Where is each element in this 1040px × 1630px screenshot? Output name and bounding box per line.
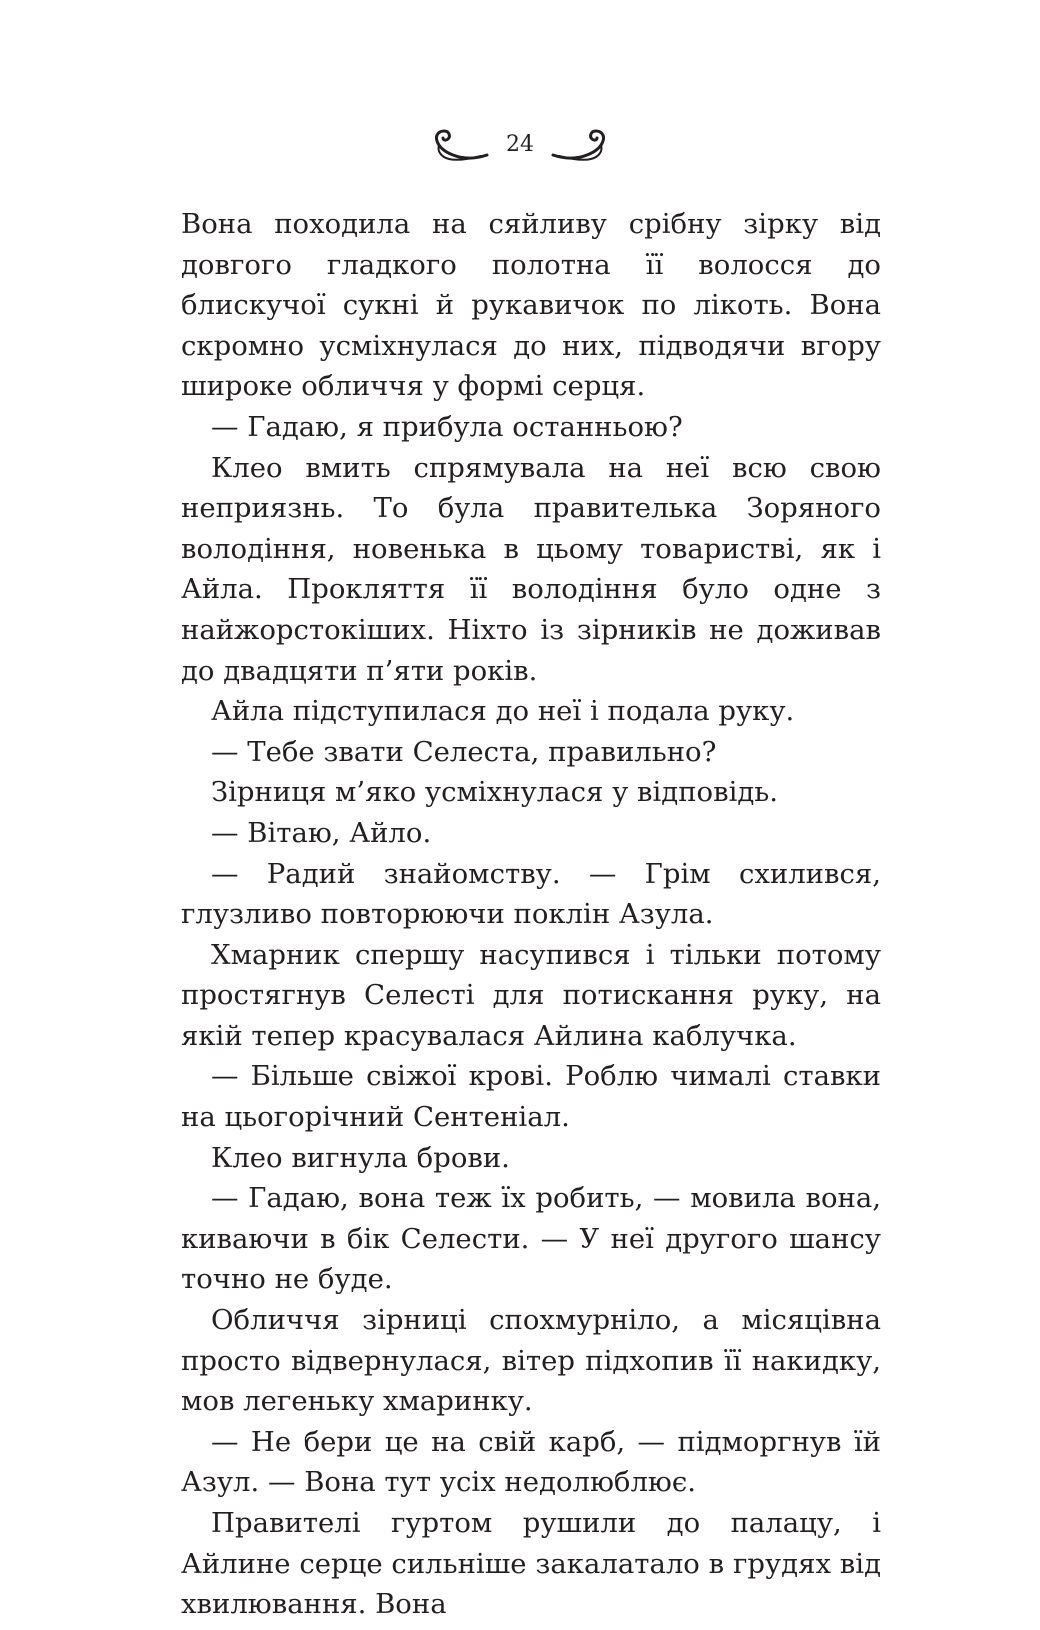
paragraph: Правителі гуртом рушили до палацу, і Айлине серце сильніше закалатало в грудях від хвилювання. Вона: [181, 1507, 881, 1621]
flourish-left-icon: [429, 125, 491, 165]
paragraph: — Тебе звати Селеста, правильно?: [211, 735, 717, 768]
paragraph: Клео вмить спрямувала на неї всю свою неприязнь. То була правителька Зоряного володіння, новенька в цьому товаристві, як і Айла. Прокляття її володіння було одне з найжорстокіших. Ніхто із зірників не доживав до двадцяти п’яти років.: [181, 451, 881, 687]
page-number: 24: [506, 132, 534, 157]
paragraph: Клео вигнула брови.: [211, 1141, 510, 1174]
flourish-right-icon: [549, 125, 611, 165]
paragraph: — Радий знайомству. — Грім схилився, глузливо повторюючи поклін Азула.: [181, 857, 881, 931]
paragraph: — Не бери це на свій карб, — підморгнув їй Азул. — Вона тут усіх недолюблює.: [181, 1425, 881, 1499]
body-text: [181, 204, 881, 1625]
paragraph: Айла підступилася до неї і подала руку.: [211, 695, 795, 728]
paragraph: Обличчя зірниці спохмурніло, а місяцівна просто відвернулася, вітер підхопив її накидку, мов легеньку хмаринку.: [181, 1304, 881, 1418]
paragraph: Хмарник спершу насупився і тільки потому простягнув Селесті для потискання руку, на якій тепер красувалася Айлина каблучка.: [181, 938, 881, 1052]
paragraph: — Гадаю, я прибула останньою?: [211, 410, 683, 443]
paragraph: — Гадаю, вона теж їх робить, — мовила вона, киваючи в бік Селести. — У неї другого шансу точно не буде.: [181, 1182, 881, 1296]
paragraph: — Більше свіжої крові. Роблю чималі ставки на цьогорічний Сентеніал.: [181, 1060, 881, 1134]
paragraph: — Вітаю, Айло.: [211, 816, 432, 849]
running-header: [0, 118, 1040, 172]
paragraph: Зірниця м’яко усміхнулася у відповідь.: [211, 776, 779, 809]
paragraph: Вона походила на сяйливу срібну зірку від довгого гладкого полотна її волосся до блискучої сукні й рукавичок по лікоть. Вона скромно усміхнулася до них, підводячи вгору широке обличчя у формі серця.: [181, 208, 881, 403]
